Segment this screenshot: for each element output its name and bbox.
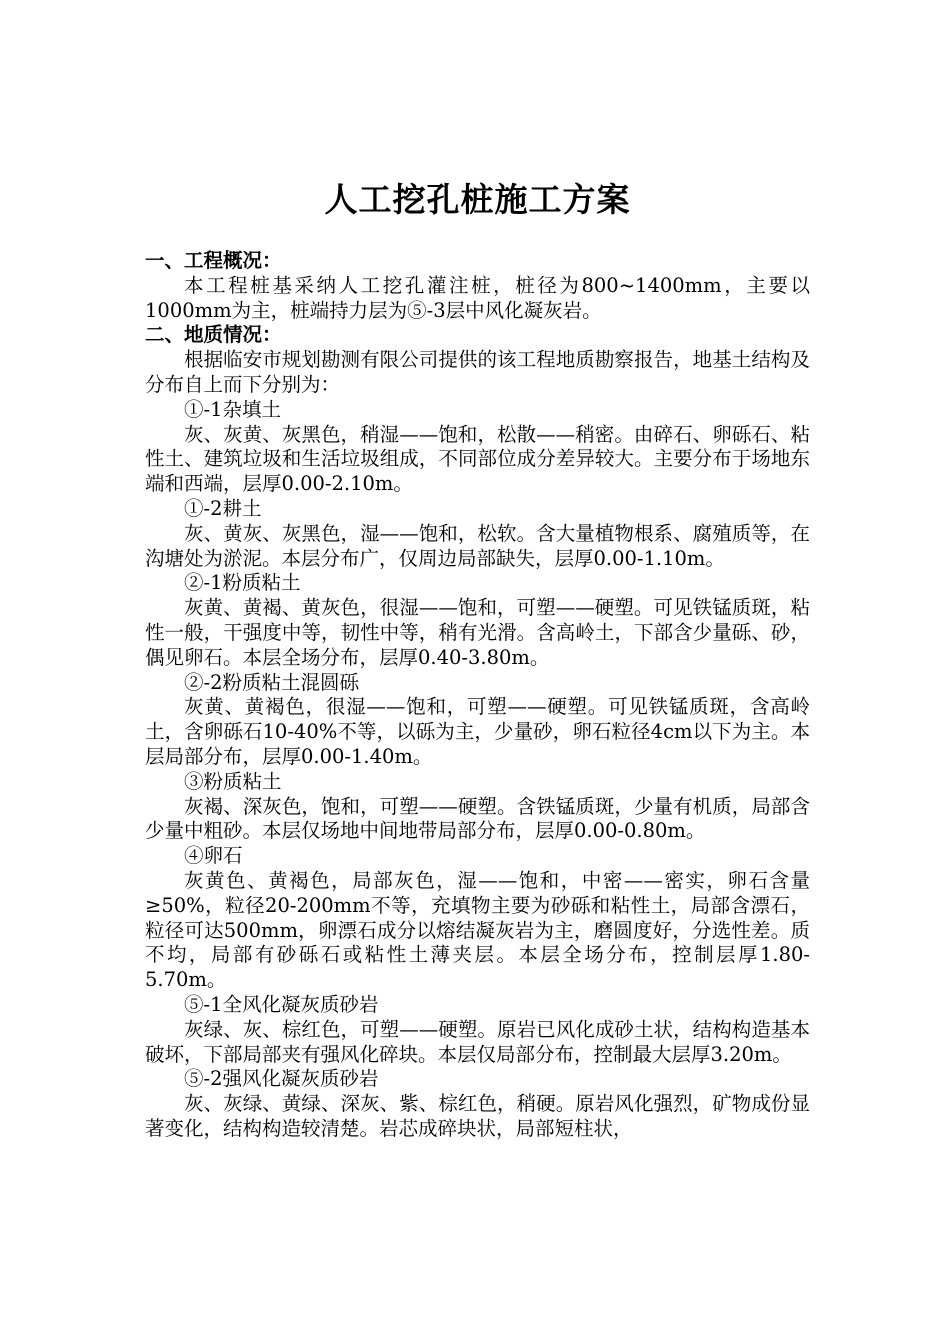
layer-desc-2-1: 灰黄、黄褐、黄灰色，很湿——饱和，可塑——硬塑。可见铁锰质斑，粘性一般，干强度中等，韧性中等，稍有光滑。含高岭土，下部含少量砾、砂，偶见卵石。本层全场分布，层厚0.40-3.80m。: [145, 596, 810, 669]
layer-desc-3: 灰褐、深灰色，饱和，可塑——硬塑。含铁锰质斑，少量有机质，局部含少量中粗砂。本层仅场地中间地带局部分布，层厚0.00-0.80m。: [145, 794, 810, 843]
layer-desc-5-1: 灰绿、灰、棕红色，可塑——硬塑。原岩已风化成砂土状，结构构造基本破坏，下部局部夹有强风化碎块。本层仅局部分布，控制最大层厚3.20m。: [145, 1017, 810, 1066]
layer-desc-5-2: 灰、灰绿、黄绿、深灰、紫、棕红色，稍硬。原岩风化强烈，矿物成份显著变化，结构构造较清楚。岩芯成碎块状，局部短柱状，: [145, 1092, 810, 1140]
section-heading-geology: 二、地质情况：: [145, 323, 282, 347]
layer-title-5-2: ⑤-2强风化凝灰质砂岩: [184, 1067, 379, 1091]
layer-title-2-2: ②-2粉质粘土混圆砾: [184, 670, 359, 694]
layer-title-5-1: ⑤-1全风化凝灰质砂岩: [184, 992, 379, 1016]
document-body: [145, 249, 810, 1142]
layer-title-1-1: ①-1杂填土: [184, 397, 281, 421]
layer-desc-4: 灰黄色、黄褐色，局部灰色，湿——饱和，中密——密实，卵石含量≥50%，粒径20-200mm不等，充填物主要为砂砾和粘性土，局部含漂石，粒径可达500mm，卵漂石成分以熔结凝灰岩为主，磨圆度好，分选性差。质不均，局部有砂砾石或粘性土薄夹层。本层全场分布，控制层厚1.80-5.70m。: [145, 868, 810, 992]
paragraph-geology-intro: 根据临安市规划勘测有限公司提供的该工程地质勘察报告，地基土结构及分布自上而下分别为：: [145, 348, 810, 396]
layer-title-3: ③粉质粘土: [184, 769, 282, 793]
layer-desc-2-2: 灰黄、黄褐色，很湿——饱和，可塑——硬塑。可见铁锰质斑，含高岭土，含卵砾石10-40%不等，以砾为主，少量砂，卵石粒径4cm以下为主。本层局部分布，层厚0.00-1.40m。: [145, 695, 810, 768]
section-heading-overview: 一、工程概况：: [145, 249, 282, 272]
layer-title-4: ④卵石: [184, 844, 243, 868]
layer-title-2-1: ②-1粉质粘土: [184, 571, 301, 595]
layer-desc-1-1: 灰、灰黄、灰黑色，稍湿——饱和，松散——稍密。由碎石、卵砾石、粘性土、建筑垃圾和生活垃圾组成，不同部位成分差异较大。主要分布于场地东端和西端，层厚0.00-2.10m。: [145, 422, 810, 496]
document-title: 人工挖孔桩施工方案: [324, 180, 631, 219]
layer-desc-1-2: 灰、黄灰、灰黑色，湿——饱和，松软。含大量植物根系、腐殖质等，在沟塘处为淤泥。本层分布广，仅周边局部缺失，层厚0.00-1.10m。: [145, 521, 810, 570]
paragraph-overview: 本工程桩基采纳人工挖孔灌注桩，桩径为800~1400mm，主要以1000mm为主，桩端持力层为⑤-3层中风化凝灰岩。: [145, 273, 810, 322]
layer-title-1-2: ①-2耕土: [184, 496, 262, 520]
